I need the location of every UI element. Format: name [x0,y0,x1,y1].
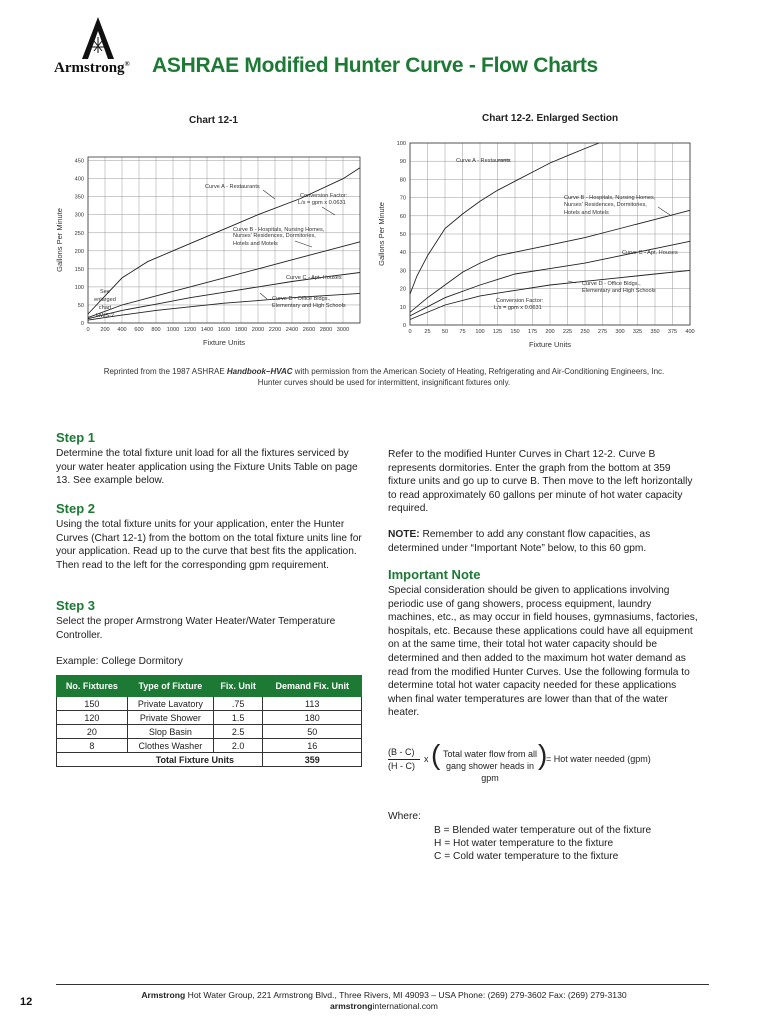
x-tick-label: 2200 [268,327,282,333]
intro-text: Refer to the modified Hunter Curves in Chart 12-2. Curve B represents dormitories. Enter the graph from the bottom at 359 fixture units and go up to curve B. Then move to the left horizontally to read approximately 60 gallons per minute of hot water capacity required. [388,449,693,515]
x-tick-label: 225 [562,329,573,335]
curve-annotation: Elementary and High Schools [272,303,346,309]
table-row [57,711,362,725]
y-tick-label: 300 [74,212,84,219]
curve-annotation: Curve B - Hospitals, Nursing Homes, [564,195,656,201]
x-tick-label: 200 [545,329,555,335]
total-value: 359 [263,753,362,767]
series-line-a [410,143,599,294]
table-cell: 1.5 [213,711,263,725]
curve-annotation: L/s = gpm x 0.0631 [298,200,346,206]
page-title: ASHRAE Modified Hunter Curve - Flow Charts [152,54,598,77]
curve-annotation: Curve C - Apt. Houses [286,275,342,281]
formula-result: = Hot water needed (gpm) [546,754,651,764]
x-tick-label: 2400 [285,327,299,333]
curve-annotation: enlarged [94,297,116,303]
x-tick-label: 300 [615,329,625,335]
x-tick-label: 0 [86,327,90,333]
y-tick-label: 50 [399,232,406,238]
curve-annotation: Curve A - Restaurants [456,158,511,164]
x-tick-label: 400 [685,329,695,335]
curve-annotation: chart [98,305,112,311]
x-tick-label: 1000 [166,327,180,333]
y-tick-label: 400 [74,176,84,183]
example-label: Example: College Dormitory [56,656,183,667]
flow-text: Total water flow from all gang shower heads in gpm [442,749,538,783]
curve-annotation: Curve B - Hospitals, Nursing Homes, [233,227,325,233]
y-tick-label: 350 [74,194,84,201]
table-cell: 113 [263,697,362,711]
x-tick-label: 1600 [217,327,231,333]
table-cell: 20 [57,725,128,739]
y-tick-label: 100 [74,284,84,291]
where-c: C = Cold water temperature to the fixture [434,851,619,862]
x-tick-label: 2000 [251,327,265,333]
important-note-heading: Important Note [388,567,481,582]
step-1-heading: Step 1 [56,430,96,445]
x-tick-label: 1800 [234,327,248,333]
x-tick-label: 1400 [200,327,214,333]
formula-numerator: (B - C) [388,747,415,757]
x-tick-label: 2800 [319,327,333,333]
y-axis-label: Gallons Per Minute [55,208,64,272]
y-axis-label: Gallons Per Minute [377,202,386,266]
total-label: Total Fixture Units [127,753,263,767]
x-tick-label: 175 [527,329,538,335]
paren-left: ( [431,739,441,770]
table-cell: 50 [263,725,362,739]
footer-address: Armstrong Hot Water Group, 221 Armstrong Blvd., Three Rivers, MI 49093 – USA Phone: (269) 279-3602 Fax: (269) 279-3130 armstronginternational.com [141,990,627,1011]
annotation-leader [263,190,275,199]
step-1-text: Determine the total fixture unit load for all the fixtures serviced by your water heater application using the Fixture Units Table on page 13. See example below. [56,448,358,487]
x-tick-label: 50 [441,329,449,335]
table-cell: 2.0 [213,739,263,753]
curve-annotation: Conversion Factor: [300,193,348,199]
curve-annotation: Conversion Factor: [496,298,544,304]
brand-name: Armstrong® [54,60,130,76]
curve-annotation: Hotels and Motels [233,241,278,247]
y-tick-label: 10 [399,304,406,311]
example-table [56,675,362,767]
important-note-text: Special consideration should be given to applications involving periodic use of gang showers, process equipment, laundry machines, etc., as may occur in field houses, gymnasiums, factories, hospitals, etc. Because these applications could have all equipment on at the same time, their total hot water capacity should be determined and then added to the maximum hot water demand as read from the modified Hunter Curves. Use the following formula to determine total hot water capacity needed for these applications when final water temperatures are lower than that of the water heater. [388,585,698,719]
chart-12-2-enlarged [377,135,700,355]
curve-annotation: Curve D - Office Bldgs., [272,296,331,302]
curve-annotation: Nurses' Residences, Dormitories, [233,233,316,239]
where-b: B = Blended water temperature out of the fixture [434,825,652,836]
x-tick-label: 200 [100,327,110,333]
footer-divider [56,984,709,985]
table-cell: 150 [57,697,128,711]
table-row [57,725,362,739]
col-header: Demand Fix. Unit [263,676,362,697]
where-h: H = Hot water temperature to the fixture [434,838,614,849]
x-tick-label: 150 [510,329,520,335]
fraction-bar [388,759,420,760]
x-tick-label: 600 [134,327,144,333]
table-row [57,739,362,753]
curve-annotation: See [100,289,110,295]
x-tick-label: 800 [151,327,161,333]
curve-annotation: Curve C - Apt. Houses [622,250,678,256]
y-tick-label: 450 [74,158,84,165]
table-cell: 16 [263,739,362,753]
table-cell [57,753,128,767]
y-tick-label: 40 [399,250,406,257]
table-cell: 120 [57,711,128,725]
col-header: No. Fixtures [57,676,128,697]
x-tick-label: 325 [632,329,643,335]
table-cell: .75 [213,697,263,711]
annotation-leader [322,207,335,215]
table-cell: Slop Basin [127,725,213,739]
y-tick-label: 70 [399,195,406,202]
annotation-leader [658,207,670,215]
armstrong-logo-icon [78,15,118,61]
note-paragraph: NOTE: Remember to add any constant flow capacities, as determined under “Important Note” below, to this 60 gpm. [388,529,651,554]
step-3-text: Select the proper Armstrong Water Heater/Water Temperature Controller. [56,616,336,641]
annotation-leader [260,293,267,299]
y-tick-label: 0 [402,323,406,329]
table-total-row [57,753,362,767]
x-tick-label: 1200 [183,327,197,333]
table-cell: Private Shower [127,711,213,725]
col-header: Type of Fixture [127,676,213,697]
table-cell: Clothes Washer [127,739,213,753]
times-sign: x [424,754,429,764]
x-tick-label: 100 [475,329,485,335]
annotation-leader [295,241,312,247]
x-tick-label: 275 [597,329,608,335]
table-cell: 180 [263,711,362,725]
y-tick-label: 30 [399,268,406,275]
curve-annotation: Hotels and Motels [564,210,609,216]
table-row [57,697,362,711]
y-tick-label: 50 [77,302,84,309]
curve-annotation: L/s = gpm x 0.0631 [494,305,542,311]
y-tick-label: 90 [399,159,406,166]
where-label: Where: [388,811,421,822]
chart-12-1 [50,155,370,355]
y-tick-label: 60 [399,213,406,220]
y-tick-label: 200 [74,248,84,255]
step-2-heading: Step 2 [56,501,96,516]
x-tick-label: 2600 [302,327,316,333]
x-tick-label: 3000 [336,327,350,333]
x-tick-label: 25 [424,329,431,335]
y-tick-label: 0 [80,321,84,327]
page-number: 12 [20,996,33,1008]
paren-right: ) [538,739,548,770]
x-axis-label: Fixture Units [528,340,572,349]
y-tick-label: 150 [74,266,84,273]
table-cell: 2.5 [213,725,263,739]
y-tick-label: 20 [399,286,406,293]
col-header: Fix. Unit [213,676,263,697]
x-tick-label: 400 [117,327,127,333]
curve-annotation: Curve A - Restaurants [205,184,260,190]
y-tick-label: 250 [74,230,84,237]
x-tick-label: 350 [650,329,660,335]
x-tick-label: 75 [459,329,466,335]
curve-annotation: Nurses' Residences, Dormitories, [564,202,647,208]
x-tick-label: 125 [492,329,503,335]
curve-annotation: Elementary and High Schools [582,288,656,294]
x-tick-label: 250 [580,329,590,335]
table-cell: Private Lavatory [127,697,213,711]
y-tick-label: 100 [396,141,406,147]
step-3-heading: Step 3 [56,598,96,613]
chart-2-title: Chart 12-2. Enlarged Section [482,113,619,124]
source-caption: Reprinted from the 1987 ASHRAE Handbook–HVAC with permission from the American Society of Heating, Refrigerating and Air-Conditioning Engineers, Inc. Hunter curves should be used for intermittent, insignificant fixtures only. [103,367,665,387]
curve-annotation: HWS-2 [95,313,115,319]
y-tick-label: 80 [399,177,406,184]
formula-denominator: (H - C) [388,761,415,771]
x-tick-label: 375 [667,329,678,335]
x-axis-label: Fixture Units [202,338,246,347]
x-tick-label: 0 [408,329,412,335]
table-cell: 8 [57,739,128,753]
chart-1-title: Chart 12-1 [189,115,238,126]
footer-web-link[interactable]: armstrong [330,1001,373,1011]
curve-annotation: Curve D - Office Bldgs., [582,281,641,287]
step-2-text: Using the total fixture units for your application, enter the Hunter Curves (Chart 12-1) from the bottom on the total fixture units line for your application. Read up to the curve that best fits the application. Then read to the left for the corresponding gpm requirement. [56,519,362,571]
